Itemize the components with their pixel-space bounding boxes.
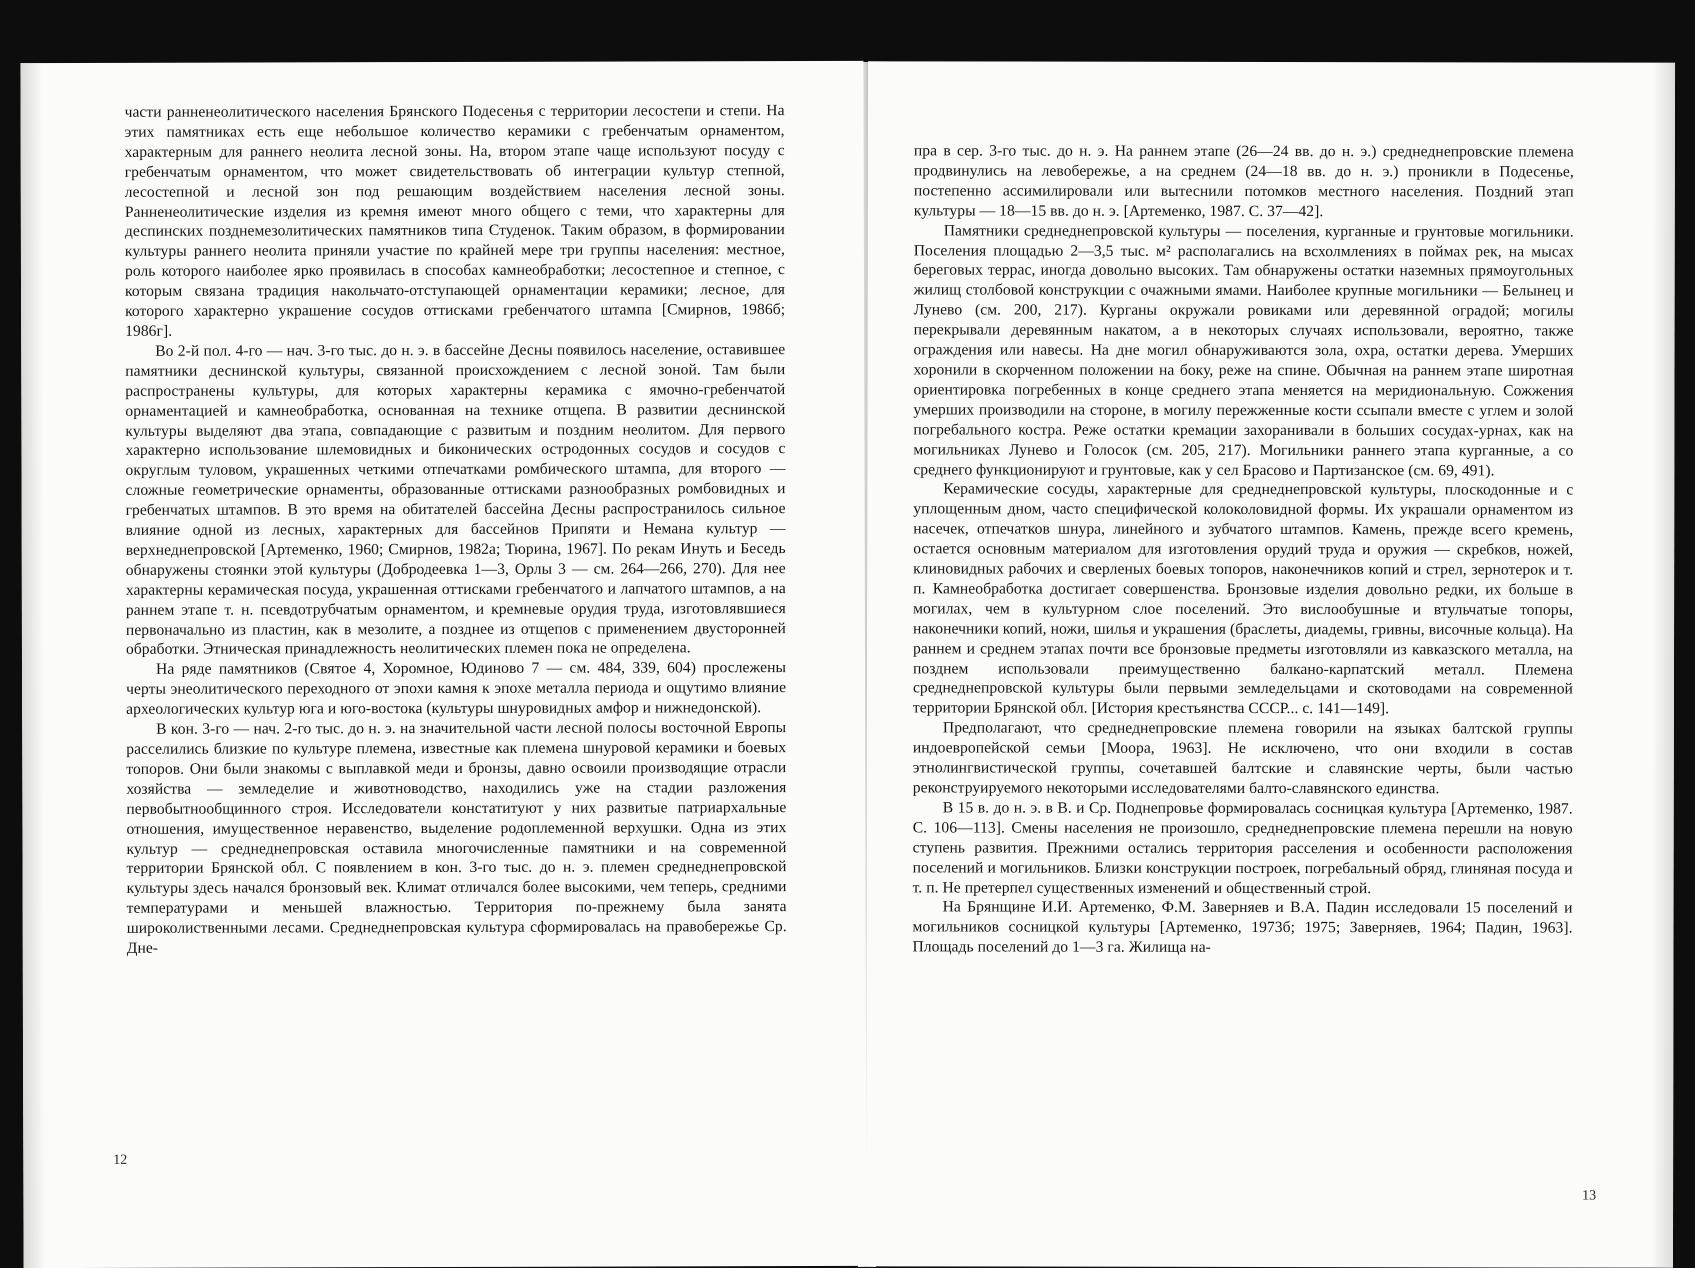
paragraph: В 15 в. до н. э. в В. и Ср. Поднепровье формировалась сосницкая культура [Артеменко, 1987. С. 106—113]. Смены населения не произошло, среднеднепровские племена перешли на новую ступень развития. Прежними остались территория расселения и особенности расположения поселений и могильников. Близки конструкции построек, погребальный обряд, глиняная посуда и т. п. Не претерпел существенных изменений и общественный строй. <box>912 799 1573 897</box>
paragraph: Памятники среднеднепровской культуры — поселения, курганные и грунтовые могильники. Поселения площадью 2—3,5 тыс. м² располагались на всхолмлениях в поймах рек, на мысах береговых террас, иногда довольно высоких. Там обнаружены остатки наземных прямоугольных жилищ столбовой конструкции с очажными ямами. Наиболее крупные могильники — Белынец и Лунево (см. 200, 217). Курганы окружали ровиками или деревянной оградой; могилы перекрывали деревянным накатом, а в некоторых случаях использовали, вероятно, также ограждения или навесы. На дне могил обнаруживаются зола, охра, остатки дерева. Умерших хоронили в скорченном положении на боку, реже на спине. Обычная на раннем этапе широтная ориентировка погребенных в конце среднего этапа меняется на меридиональную. Сожжения умерших производили на стороне, в могилу пережженные кости ссыпали вместе с углем и золой погребального костра. Реже остатки кремации захоранивали в больших сосудах-урнах, как на могильниках Лунево и Голосок (см. 205, 217). Могильники раннего этапа курганные, а со среднего функционируют и грунтовые, как у сел Брасово и Партизанское (см. 69, 491). <box>913 222 1574 479</box>
right-page-text <box>912 141 1573 958</box>
paragraph: Предполагают, что среднеднепровские племена говорили на языках балтской группы индоевропейской семьи [Моора, 1963]. Не исключено, что они входили в состав этнолингвистической группы, сочетавшей балтские и славянские черты, были частью реконструируемого некоторыми исследователями балто-славянского единства. <box>912 719 1573 798</box>
paragraph: На Брянщине И.И. Артеменко, Ф.М. Заверняев и В.А. Падин исследовали 15 поселений и могильников сосницкой культуры [Артеменко, 1973б; 1975; Заверняев, 1964; Падин, 1963]. Площадь поселений до 1—3 га. Жилища на- <box>912 898 1573 957</box>
paragraph: Во 2-й пол. 4-го — нач. 3-го тыс. до н. э. в бассейне Десны появилось население, оставившее памятники деснинской культуры, связанной происхождением с лесной зоной. Там были распространены культуры, для которых характерны керамика с ямочно-гребенчатой орнаментацией и камнеобработка, основанная на технике отщепа. В развитии деснинской культуры выделяют два этапа, совпадающие с развитым и поздним неолитом. Для первого характерно использование шлемовидных и биконических остродонных сосудов и сосудов с округлым туловом, украшенных четкими отпечатками ромбического штампа, для второго — сложные геометрические орнаменты, образованные оттисками разнообразных ромбовидных и гребенчатых штампов. В это время на обитателей бассейна Десны распространилось сильное влияние одной из лесных, характерных для бассейнов Припяти и Немана культур — верхнеднепровской [Артеменко, 1960; Смирнов, 1982а; Тюрина, 1967]. По рекам Инуть и Беседь обнаружены стоянки этой культуры (Добродеевка 1—3, Орлы 3 — см. 264—266, 270). Для нее характерны керамическая посуда, украшенная оттисками гребенчатого и лапчатого штампов, а на раннем этапе т. н. псевдотрубчатым орнаментом, и кремневые орудия труда, изготовлявшиеся первоначально из пластин, как в мезолите, а позднее из отщепов с применением двусторонней обработки. Этническая принадлежность неолитических племен пока не определена. <box>125 340 786 659</box>
page-edge-shadow <box>20 63 45 1268</box>
page-number: 12 <box>113 1152 128 1168</box>
paragraph: Керамические сосуды, характерные для среднеднепровской культуры, плоскодонные и с уплощенным дном, часто специфической колоколовидной формы. Их украшали орнаментом из насечек, отпечатков шнура, линейного и зубчатого штампов. Камень, прежде всего кремень, остается основным материалом для изготовления орудий труда и оружия — скребков, ножей, клиновидных рабочих и сверленых боевых топоров, наконечников копий и стрел, зернотерок и т. п. Камнеобработка достигает совершенства. Бронзовые изделия довольно редки, их больше в могилах, чем в культурном слое поселений. Это вислообушные и втульчатые топоры, наконечники копий, ножи, шилья и украшения (браслеты, диадемы, гривны, височные кольца). На раннем и среднем этапах почти все бронзовые предметы изготовляли из кавказского металла, на позднем использовали преимущественно балкано-карпатский металл. Племена среднеднепровской культуры были первыми земледельцами и скотоводами на современной территории Брянской обл. [История крестьянства СССР... с. 141—149]. <box>912 480 1574 718</box>
paragraph: В кон. 3-го — нач. 2-го тыс. до н. э. на значительной части лесной полосы восточной Европы расселились близкие по культуре племена, известные как племена шнуровой керамики и боевых топоров. Они были знакомы с выплавкой меди и бронзы, давно освоили производящие отрасли хозяйства — земледелие и животноводство, находились уже на стадии разложения первобытнообщинного строя. Исследователи констатитуют у них развитые патриархальные отношения, имущественное неравенство, выделение родоплеменной верхушки. Одна из этих культур — среднеднепровская оставила многочисленные памятники и на современной территории Брянской обл. С появлением в кон. 3-го тыс. до н. э. племен среднеднепровской культуры здесь начался бронзовый век. Климат отличался более высокими, чем теперь, средними температурами и меньшей влажностью. Территория по-прежнему была занята широколиственными лесами. Среднеднепровская культура сформировалась на правобережье Ср. Дне- <box>126 719 787 957</box>
left-page-text <box>125 101 787 959</box>
right-page <box>866 61 1675 1267</box>
left-page <box>20 61 866 1268</box>
page-number: 13 <box>1582 1188 1597 1204</box>
paragraph: На ряде памятников (Святое 4, Хоромное, Юдиново 7 — см. 484, 339, 604) прослежены черты энеолитического переходного от эпохи камня к эпохе металла периода и ощутимо влияние археологических культур юга и юго-востока (культуры шнуровидных амфор и нижнедонской). <box>126 659 787 719</box>
paragraph: части ранненеолитического населения Брянского Подесенья с территории лесостепи и степи. На этих памятниках есть еще небольшое количество керамики с гребенчатым орнаментом, характерным для раннего неолита лесной зоны. На, втором этапе чаще используют посуду с гребенчатым орнаментом, что может свидетельствовать об интеграции культур степной, лесостепной и лесной зон под решающим воздействием населения лесной зоны. Ранненеолитические изделия из кремня имеют много общего с теми, что характерны для деспинских позднемезолитических памятников типа Студенок. Таким образом, в формировании культуры раннего неолита приняли участие по крайней мере три группы населения: местное, роль которого наиболее ярко проявилась в способах камнеобработки; лесостепное и степное, с которым связана традиция накольчато-отступающей орнаментации керамики; лесное, для которого характерно украшение сосудов оттисками гребенчатого штампа [Смирнов, 1986б; 1986г]. <box>124 102 786 340</box>
paragraph: пра в сер. 3-го тыс. до н. э. На раннем этапе (26—24 вв. до н. э.) среднеднепровские племена продвинулись на левобережье, а на среднем (24—18 вв. до н. э.) проникли в Подесенье, постепенно ассимилировали или вытеснили потомков местного населения. Поздний этап культуры — 18—15 вв. до н. э. [Артеменко, 1987. С. 37—42]. <box>913 142 1574 220</box>
page-edge-shadow <box>1651 63 1675 1268</box>
